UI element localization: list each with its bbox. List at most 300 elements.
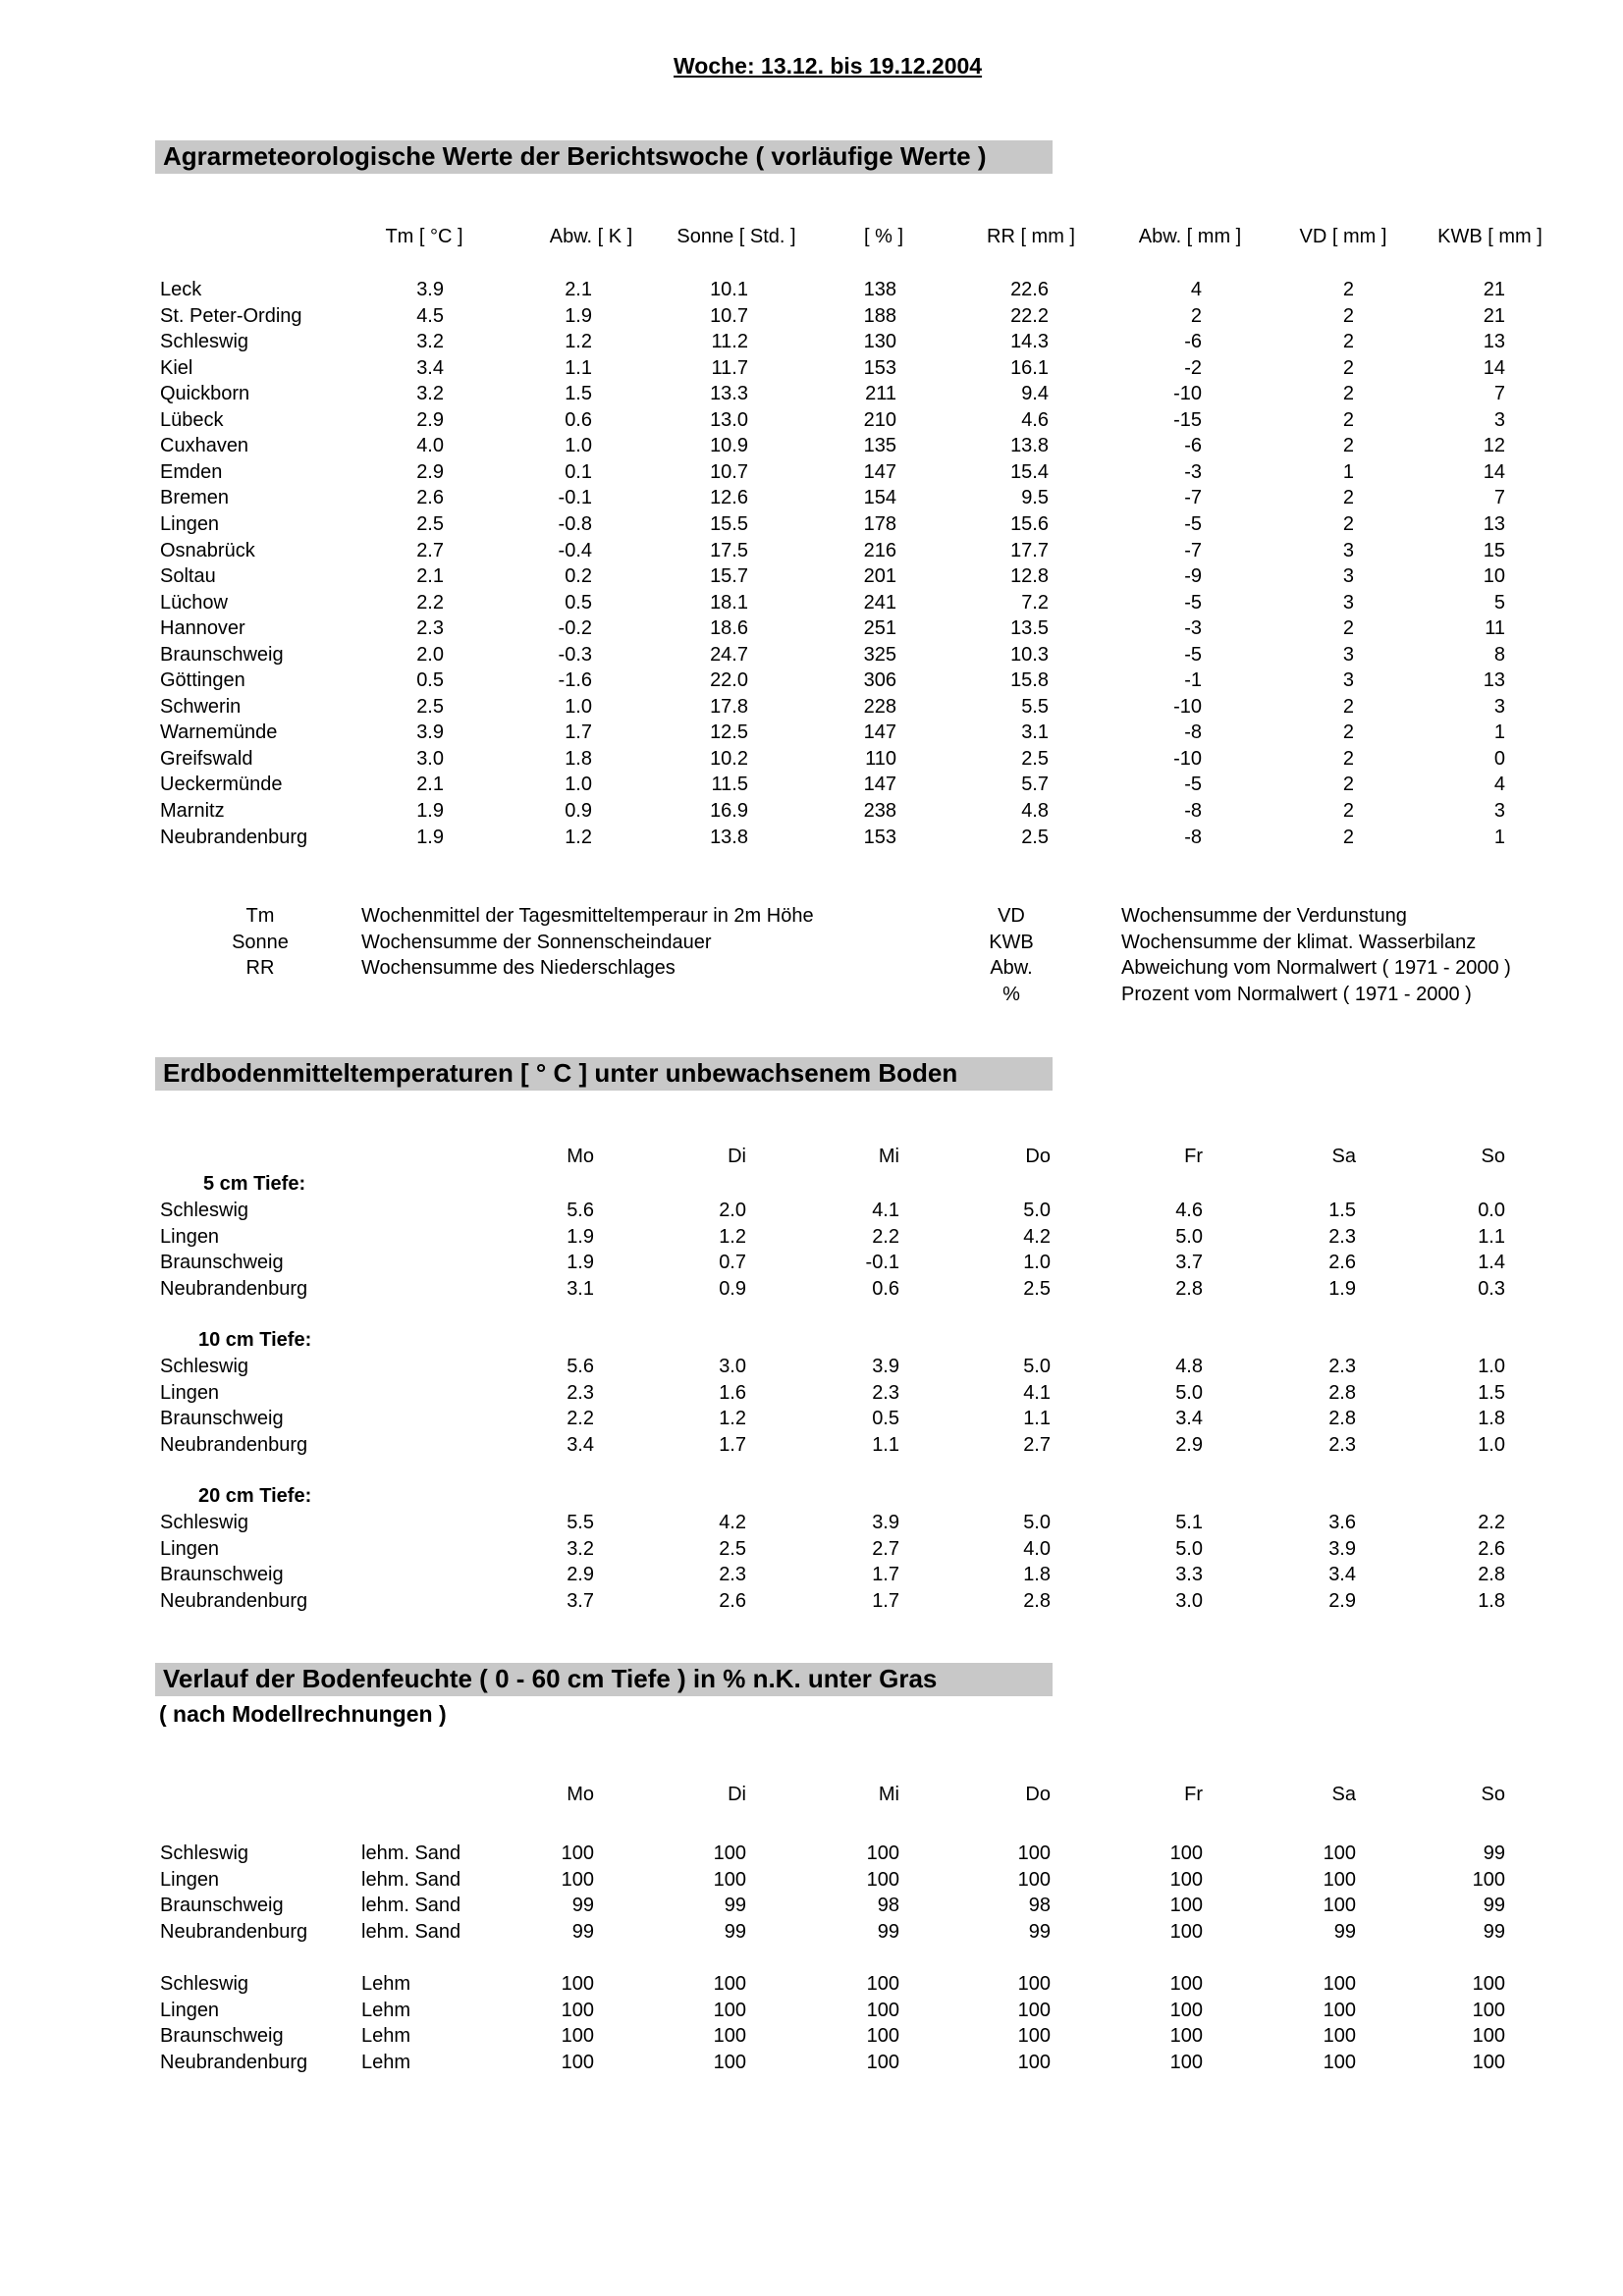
table-cell: 306 (863, 669, 896, 692)
table-cell: 100 (1323, 1842, 1356, 1864)
soil-type: lehm. Sand (361, 1895, 461, 1916)
table-cell: 188 (863, 304, 896, 327)
table-cell: 14 (1483, 356, 1505, 379)
table-cell: -5 (1184, 643, 1202, 666)
table-cell: 3.9 (872, 1356, 899, 1377)
table-cell: 100 (1169, 1999, 1203, 2021)
table-cell: 130 (863, 331, 896, 353)
table-row (0, 1512, 1623, 1537)
table-cell: 2.8 (1175, 1277, 1203, 1300)
week-label: Woche: 13.12. bis 19.12.2004 (674, 53, 983, 79)
table-cell: 1.5 (1328, 1200, 1356, 1221)
table-cell: 3.4 (1328, 1564, 1356, 1585)
legend-text: Wochensumme des Niederschlages (361, 957, 676, 979)
column-header: RR [ mm ] (987, 226, 1075, 247)
table-cell: 2 (1342, 279, 1354, 300)
table-row (0, 331, 1623, 356)
table-cell: 325 (863, 643, 896, 666)
table-row (0, 513, 1623, 539)
table-cell: 100 (866, 2051, 899, 2073)
legend-row (0, 984, 1623, 1009)
station-name: Schleswig (160, 1973, 249, 1995)
legend-row (0, 905, 1623, 931)
table-cell: 3.9 (872, 1512, 899, 1533)
table-cell: 10.1 (710, 279, 748, 300)
table-cell: 0.1 (565, 460, 592, 483)
table-row (0, 383, 1623, 408)
table-cell: 2.8 (1328, 1381, 1356, 1404)
day-header: Di (728, 1146, 746, 1167)
table-cell: 100 (1017, 1842, 1051, 1864)
table-cell: 100 (1323, 1895, 1356, 1916)
table-cell: 100 (713, 2025, 746, 2047)
legend-abbr: Tm (245, 905, 275, 927)
section2-title: Erdbodenmitteltemperaturen [ ° C ] unter unbewachsenem Boden (163, 1058, 958, 1088)
table-cell: 11.2 (711, 331, 748, 353)
station-name: Soltau (160, 565, 216, 588)
table-cell: -0.1 (865, 1252, 899, 1273)
table-cell: 3 (1342, 591, 1354, 614)
table-cell: 2 (1342, 383, 1354, 405)
table-cell: 24.7 (710, 643, 748, 666)
table-cell: 2 (1342, 826, 1354, 848)
table-cell: 2.3 (719, 1564, 746, 1585)
table-cell: 100 (1169, 1842, 1203, 1864)
table-cell: 216 (863, 539, 896, 561)
table-cell: 1.5 (1478, 1381, 1505, 1404)
table-row (0, 1252, 1623, 1277)
table-cell: 100 (866, 1842, 899, 1864)
table-cell: 1.0 (565, 774, 592, 796)
table-cell: 210 (863, 408, 896, 431)
table-cell: 12.6 (710, 487, 748, 509)
table-cell: 2.9 (1175, 1433, 1203, 1456)
table-cell: 100 (561, 2025, 594, 2047)
table-cell: 4.6 (1175, 1200, 1203, 1221)
station-name: Neubrandenburg (160, 1920, 308, 1943)
table-cell: 3.1 (567, 1277, 594, 1300)
table-cell: -10 (1173, 695, 1202, 718)
table-cell: 13 (1483, 512, 1505, 535)
table-cell: 1.1 (1023, 1408, 1051, 1429)
day-header: Fr (1184, 1146, 1203, 1167)
table-cell: 2.3 (567, 1381, 594, 1404)
table-cell: 5.6 (567, 1356, 594, 1377)
table-cell: 13.8 (710, 826, 748, 848)
day-header: So (1481, 1146, 1505, 1167)
table-cell: 13 (1483, 669, 1505, 692)
day-header: Mi (878, 1146, 899, 1167)
table-cell: 4.5 (416, 304, 444, 327)
table-cell: 1.9 (1328, 1277, 1356, 1300)
legend-text: Wochensumme der Sonnenscheindauer (361, 931, 712, 953)
table-cell: 22.6 (1010, 279, 1049, 300)
table-cell: 100 (1472, 1973, 1505, 1995)
table-cell: 0.3 (1478, 1277, 1505, 1300)
table-cell: 99 (724, 1920, 746, 1943)
station-name: St. Peter-Ording (160, 304, 302, 327)
table-cell: 3 (1342, 669, 1354, 692)
table-cell: 15.8 (1010, 669, 1049, 692)
table-cell: 17.8 (710, 695, 748, 718)
table-cell: 238 (863, 800, 896, 822)
table-cell: 5.7 (1021, 774, 1049, 796)
table-cell: 2.3 (872, 1381, 899, 1404)
column-header: Abw. [ K ] (549, 226, 633, 247)
station-name: Greifswald (160, 747, 253, 770)
table-cell: 1.6 (719, 1381, 746, 1404)
table-cell: 1.9 (565, 304, 592, 327)
table-cell: -6 (1184, 331, 1202, 353)
table-row (0, 487, 1623, 512)
table-cell: -9 (1184, 565, 1202, 588)
table-cell: -7 (1184, 487, 1202, 509)
table-row (0, 1564, 1623, 1589)
table-cell: 13.0 (710, 408, 748, 431)
table-cell: 2.0 (719, 1200, 746, 1221)
table-cell: 100 (713, 1973, 746, 1995)
table-cell: 1.7 (872, 1564, 899, 1585)
table-cell: 100 (1017, 1868, 1051, 1891)
station-name: Neubrandenburg (160, 1433, 308, 1456)
table-cell: 100 (1169, 2051, 1203, 2073)
table-cell: 3.2 (416, 331, 444, 353)
table-cell: 1.9 (416, 800, 444, 822)
table-cell: 2 (1342, 695, 1354, 718)
table-cell: 5.0 (1023, 1512, 1051, 1533)
station-name: Schleswig (160, 1356, 249, 1377)
table-cell: 147 (863, 460, 896, 483)
table-cell: 15.6 (1010, 512, 1049, 535)
table-cell: 1.9 (416, 826, 444, 848)
table-cell: 1.8 (565, 747, 592, 770)
table-cell: 2 (1342, 512, 1354, 535)
table-cell: 2 (1190, 304, 1202, 327)
table-cell: 2.6 (719, 1589, 746, 1612)
table-cell: 100 (713, 1999, 746, 2021)
column-header: Tm [ °C ] (385, 226, 463, 247)
column-header: KWB [ mm ] (1437, 226, 1542, 247)
table-cell: 100 (561, 1868, 594, 1891)
table-cell: -2 (1184, 356, 1202, 379)
table-cell: 2.2 (1478, 1512, 1505, 1533)
table-cell: 1 (1493, 721, 1505, 744)
section1-header (0, 226, 1623, 251)
table-cell: 2.3 (1328, 1225, 1356, 1248)
table-cell: -6 (1184, 435, 1202, 457)
table-cell: 13 (1483, 331, 1505, 353)
table-cell: 10.9 (710, 435, 748, 457)
table-cell: 2.3 (416, 617, 444, 640)
table-cell: 241 (863, 591, 896, 614)
legend-text: Wochensumme der Verdunstung (1121, 905, 1407, 927)
table-cell: 98 (877, 1895, 899, 1916)
table-cell: 4.8 (1175, 1356, 1203, 1377)
column-header: VD [ mm ] (1299, 226, 1387, 247)
table-row (0, 617, 1623, 643)
table-row (0, 1973, 1623, 1999)
table-cell: 14.3 (1010, 331, 1049, 353)
table-row (0, 357, 1623, 383)
table-row (0, 540, 1623, 565)
table-cell: 0.6 (565, 408, 592, 431)
table-cell: 110 (865, 747, 896, 770)
table-cell: -0.4 (558, 539, 592, 561)
table-cell: 15.5 (710, 512, 748, 535)
table-cell: 3.7 (1175, 1252, 1203, 1273)
table-cell: 3.9 (416, 721, 444, 744)
table-cell: 1.0 (565, 695, 592, 718)
station-name: Göttingen (160, 669, 245, 692)
table-cell: 100 (1323, 2025, 1356, 2047)
table-cell: 13.8 (1010, 435, 1049, 457)
table-cell: 178 (863, 512, 896, 535)
day-header: Mi (878, 1784, 899, 1805)
table-cell: 2 (1342, 617, 1354, 640)
legend-abbr: Sonne (232, 931, 289, 953)
day-header: Sa (1331, 1784, 1356, 1805)
table-cell: 2 (1342, 331, 1354, 353)
table-cell: 0.0 (1478, 1200, 1505, 1221)
table-cell: 2.8 (1478, 1564, 1505, 1585)
station-name: Neubrandenburg (160, 826, 308, 848)
station-name: Quickborn (160, 383, 250, 405)
table-cell: 3.2 (567, 1537, 594, 1560)
table-cell: 5.0 (1023, 1200, 1051, 1221)
table-cell: 0 (1493, 747, 1505, 770)
table-cell: 1.1 (565, 356, 592, 379)
station-name: Schleswig (160, 1200, 249, 1221)
table-cell: 99 (1483, 1895, 1505, 1916)
legend-abbr: Abw. (990, 957, 1033, 979)
table-cell: 99 (1483, 1920, 1505, 1943)
station-name: Neubrandenburg (160, 1589, 308, 1612)
table-cell: -0.2 (558, 617, 592, 640)
soil-type: Lehm (361, 1973, 411, 1995)
table-cell: 3 (1493, 408, 1505, 431)
table-cell: 3 (1493, 695, 1505, 718)
legend-abbr: % (1002, 983, 1020, 1005)
table-cell: 2.5 (1021, 747, 1049, 770)
section3-title: Verlauf der Bodenfeuchte ( 0 - 60 cm Tiefe ) in % n.K. unter Gras (163, 1664, 938, 1693)
table-cell: 5.5 (567, 1512, 594, 1533)
table-cell: -5 (1184, 512, 1202, 535)
table-cell: 100 (1169, 1920, 1203, 1943)
table-cell: 15.7 (710, 565, 748, 588)
table-cell: 3.4 (416, 356, 444, 379)
table-cell: 100 (561, 1842, 594, 1864)
table-cell: 2.1 (565, 279, 592, 300)
station-name: Schleswig (160, 331, 249, 353)
table-cell: 1.2 (719, 1408, 746, 1429)
table-cell: -3 (1184, 617, 1202, 640)
legend-text: Wochenmittel der Tagesmitteltemperaur in 2m Höhe (361, 905, 814, 927)
day-header: Mo (567, 1146, 594, 1167)
table-cell: 17.7 (1010, 539, 1049, 561)
table-cell: 2 (1342, 721, 1354, 744)
table-cell: -8 (1184, 800, 1202, 822)
table-cell: -8 (1184, 826, 1202, 848)
table-cell: 10.3 (1010, 643, 1049, 666)
station-name: Schleswig (160, 1512, 249, 1533)
station-name: Marnitz (160, 800, 225, 822)
table-cell: 0.7 (719, 1252, 746, 1273)
table-cell: 5.0 (1023, 1356, 1051, 1377)
table-row (0, 800, 1623, 826)
table-cell: 1.8 (1023, 1564, 1051, 1585)
table-cell: 2.1 (416, 774, 444, 796)
table-cell: 15.4 (1010, 460, 1049, 483)
station-name: Ueckermünde (160, 774, 283, 796)
station-name: Emden (160, 460, 223, 483)
legend-text: Abweichung vom Normalwert ( 1971 - 2000 ) (1121, 957, 1511, 979)
table-cell: 154 (863, 487, 896, 509)
table-cell: 100 (866, 1999, 899, 2021)
table-cell: 1 (1342, 460, 1354, 483)
table-cell: 1.2 (565, 826, 592, 848)
table-cell: -15 (1173, 408, 1202, 431)
table-cell: 1.0 (1023, 1252, 1051, 1273)
table-row (0, 644, 1623, 669)
table-cell: 2.5 (1021, 826, 1049, 848)
table-row (0, 435, 1623, 460)
table-cell: 100 (1017, 1973, 1051, 1995)
table-cell: 21 (1483, 279, 1505, 300)
table-row (0, 2000, 1623, 2025)
table-cell: 100 (1017, 2051, 1051, 2073)
table-cell: 1.0 (1478, 1356, 1505, 1377)
table-cell: 100 (1169, 1973, 1203, 1995)
table-cell: 100 (561, 1999, 594, 2021)
station-name: Bremen (160, 487, 230, 509)
table-cell: 3 (1493, 800, 1505, 822)
table-cell: -0.1 (558, 487, 592, 509)
table-cell: 11.7 (711, 356, 748, 379)
table-cell: 2.3 (1328, 1433, 1356, 1456)
table-cell: 2.7 (872, 1537, 899, 1560)
station-name: Braunschweig (160, 643, 284, 666)
table-cell: 18.1 (710, 591, 748, 614)
section1-title: Agrarmeteorologische Werte der Berichtswoche ( vorläufige Werte ) (163, 141, 987, 171)
table-cell: 98 (1028, 1895, 1051, 1916)
table-row (0, 2025, 1623, 2051)
table-cell: 153 (863, 826, 896, 848)
table-cell: 2.9 (416, 460, 444, 483)
table-cell: 1.2 (719, 1225, 746, 1248)
station-name: Warnemünde (160, 721, 278, 744)
table-cell: 100 (1169, 1868, 1203, 1891)
table-cell: 2.8 (1328, 1408, 1356, 1429)
table-cell: 2.5 (416, 695, 444, 718)
table-row (0, 1278, 1623, 1304)
table-cell: 9.5 (1021, 487, 1049, 509)
table-cell: 3.2 (416, 383, 444, 405)
table-cell: 14 (1483, 460, 1505, 483)
legend-abbr: VD (998, 905, 1025, 927)
table-cell: 3 (1342, 565, 1354, 588)
table-cell: 2.1 (416, 565, 444, 588)
table-cell: 3.4 (1175, 1408, 1203, 1429)
table-row (0, 592, 1623, 617)
table-cell: 10.2 (710, 747, 748, 770)
station-name: Schleswig (160, 1842, 249, 1864)
day-header: Fr (1184, 1784, 1203, 1805)
column-header: Sonne [ Std. ] (676, 226, 796, 247)
table-cell: 22.2 (1010, 304, 1049, 327)
table-row (0, 1226, 1623, 1252)
table-cell: 4.8 (1021, 800, 1049, 822)
table-cell: 12.8 (1010, 565, 1049, 588)
table-cell: 1.7 (719, 1433, 746, 1456)
soil-type: lehm. Sand (361, 1842, 461, 1864)
table-cell: 3.4 (567, 1433, 594, 1456)
table-cell: 2.6 (1328, 1252, 1356, 1273)
table-cell: 2.6 (416, 487, 444, 509)
table-cell: 1.4 (1478, 1252, 1505, 1273)
table-cell: 0.5 (416, 669, 444, 692)
column-header: Abw. [ mm ] (1138, 226, 1242, 247)
table-cell: -10 (1173, 747, 1202, 770)
table-cell: 12 (1483, 435, 1505, 457)
table-cell: -5 (1184, 591, 1202, 614)
table-cell: 1.5 (565, 383, 592, 405)
table-cell: 100 (561, 1973, 594, 1995)
table-cell: 99 (571, 1920, 594, 1943)
table-cell: 4.6 (1021, 408, 1049, 431)
legend-row (0, 932, 1623, 957)
station-name: Hannover (160, 617, 245, 640)
table-cell: 2 (1342, 304, 1354, 327)
table-cell: -5 (1184, 774, 1202, 796)
table-cell: 4.1 (1023, 1381, 1051, 1404)
table-cell: 10.7 (710, 304, 748, 327)
table-cell: 100 (713, 2051, 746, 2073)
table-cell: 10.7 (710, 460, 748, 483)
table-cell: 2.7 (416, 539, 444, 561)
station-name: Lingen (160, 1225, 220, 1248)
table-cell: 3.9 (1328, 1537, 1356, 1560)
station-name: Cuxhaven (160, 435, 249, 457)
station-name: Lingen (160, 1381, 220, 1404)
table-cell: 13.5 (1010, 617, 1049, 640)
table-cell: 8 (1493, 643, 1505, 666)
station-name: Braunschweig (160, 1564, 284, 1585)
soil-type: lehm. Sand (361, 1920, 461, 1943)
table-cell: 2.2 (416, 591, 444, 614)
table-cell: 15 (1483, 539, 1505, 561)
station-name: Lingen (160, 1537, 220, 1560)
section3-day-header (0, 1784, 1623, 1809)
table-cell: 0.5 (872, 1408, 899, 1429)
table-cell: 3.0 (1175, 1589, 1203, 1612)
table-cell: 17.5 (710, 539, 748, 561)
table-cell: 5 (1493, 591, 1505, 614)
table-cell: 147 (863, 721, 896, 744)
table-row (0, 1434, 1623, 1460)
table-cell: 1.7 (872, 1589, 899, 1612)
legend-row (0, 957, 1623, 983)
legend-abbr: KWB (989, 931, 1034, 953)
table-cell: 100 (1017, 1999, 1051, 2021)
table-cell: 3.7 (567, 1589, 594, 1612)
table-cell: 0.9 (565, 800, 592, 822)
table-cell: 3.6 (1328, 1512, 1356, 1533)
table-cell: 100 (866, 1868, 899, 1891)
depth-label: 20 cm Tiefe: (198, 1485, 312, 1507)
table-cell: 4.2 (719, 1512, 746, 1533)
station-name: Braunschweig (160, 1895, 284, 1916)
table-cell: 138 (863, 279, 896, 300)
